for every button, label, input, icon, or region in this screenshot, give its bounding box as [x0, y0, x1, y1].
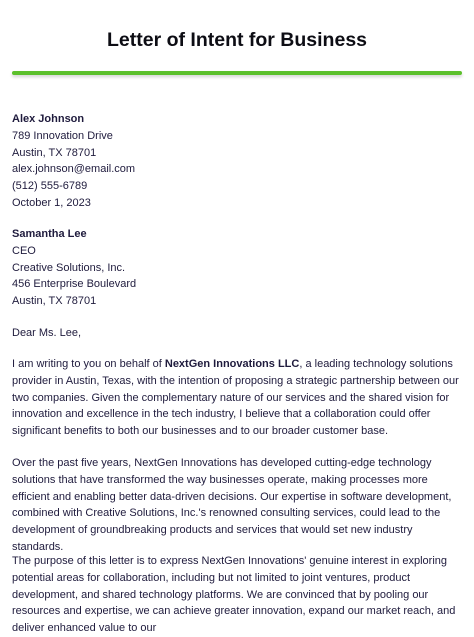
body-paragraph-1: [12, 356, 464, 440]
document-title: Letter of Intent for Business: [106, 29, 368, 51]
sender-name: Alex Johnson: [12, 113, 85, 125]
salutation: Dear Ms. Lee,: [12, 327, 82, 339]
paragraph-1-intro: I am writing to you on behalf of: [12, 358, 165, 370]
recipient-name: Samantha Lee: [12, 228, 87, 240]
sender-street: 789 Innovation Drive: [12, 129, 113, 142]
body-paragraph-2: [12, 455, 464, 556]
company-name: NextGen Innovations LLC: [164, 358, 300, 370]
paragraph-3-text: The purpose of this letter is to express NextGen Innovations' genuine interest in exploring potential areas for collaboration, including but not limited to joint ventures, product development, and shared technology platforms. We are convinced that by pooling our resources and expertise, we can achieve greater innovation, expand our market reach, and deliver enhanced value to our: [12, 555, 456, 635]
recipient-company: Creative Solutions, Inc.: [12, 261, 126, 274]
recipient-block: [12, 226, 464, 310]
sender-block: [12, 111, 464, 212]
paragraph-1-rest: , a leading technology solutions provider in Austin, Texas, with the intention of proposing a strategic partnership between our two companies. Given the complementary nature of our services and the shared vision for innovation and excellence in the tech industry, I believe that a collaboration could offer significant benefits to both our businesses and to our broader customer base.: [12, 358, 459, 438]
letter-date: October 1, 2023: [12, 196, 91, 209]
title-divider: [12, 71, 462, 75]
body-paragraph-3: [12, 553, 464, 637]
paragraph-2-text: Over the past five years, NextGen Innovations has developed cutting-edge technology solutions that have transformed the way businesses operate, making processes more efficient and enabling better data-driven decisions. Our expertise in software development, combined with Creative Solutions, Inc.'s renowned consulting services, could lead to the development of groundbreaking products and services that would set new industry standards.: [12, 457, 452, 553]
sender-phone: (512) 555-6789: [12, 180, 88, 193]
sender-city: Austin, TX 78701: [12, 146, 97, 159]
recipient-street: 456 Enterprise Boulevard: [12, 278, 137, 291]
recipient-title: CEO: [12, 244, 36, 257]
recipient-city: Austin, TX 78701: [12, 295, 97, 308]
sender-email: alex.johnson@email.com: [12, 163, 136, 176]
